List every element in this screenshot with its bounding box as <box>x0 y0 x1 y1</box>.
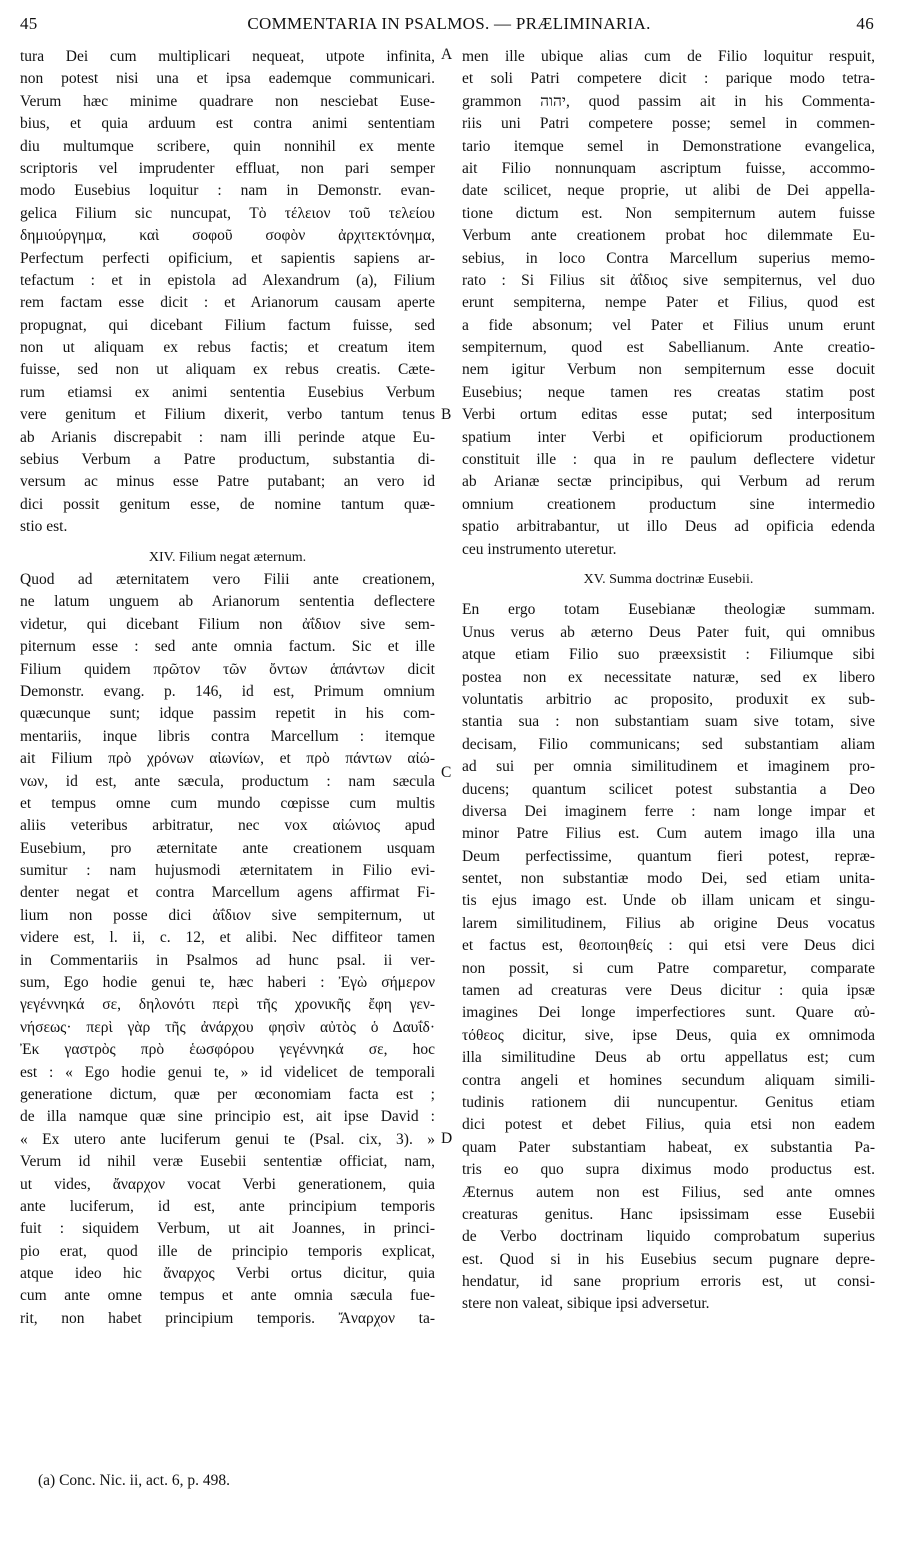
text-line: postea non ex necessitate naturæ, sed ex libero <box>462 668 875 686</box>
paragraph-gap <box>462 561 875 569</box>
text-line: videre est, l. ii, c. 12, et alibi. Nec diffiteor tamen <box>20 929 435 947</box>
text-line: voluntatis arbitrio ac proposito, produxit ex sub- <box>462 690 875 708</box>
running-header <box>0 14 898 40</box>
text-line: Perfectum perfecti opificium, et sapientis sapiens ar- <box>20 249 435 267</box>
text-line: γεγέννηκά σε, δηλονότι περὶ τῆς χρονικῆς ἔφη γεν- <box>20 996 435 1014</box>
text-line: et soli Patri competere dicit : parique modo tetra- <box>462 70 875 88</box>
text-line: sumitur : nam hujusmodi æternitatem in Filio evi- <box>20 862 435 880</box>
text-line: tione dictum est. Non sempiternum autem fuisse <box>462 204 875 222</box>
margin-marker-a: A <box>441 46 453 63</box>
paragraph-gap <box>20 539 435 547</box>
text-line: non possit, si cum Patre comparetur, comparate <box>462 959 875 977</box>
text-line: riis uni Patri competere posse; semel in commen- <box>462 115 875 133</box>
text-line: scriptoris vel imprudenter effluat, non pari semper <box>20 159 435 177</box>
text-line: Deum perfectissime, quantum fieri potest, repræ- <box>462 847 875 865</box>
text-line: ante luciferum, id est, ante principium temporis <box>20 1197 435 1215</box>
text-line: Eusebium, pro æternitate ante creationem usquam <box>20 839 435 857</box>
text-line: minor Patre Filius est. Cum autem imago illa una <box>462 825 875 843</box>
text-line: dici potest et debet Filius, quia etsi non eadem <box>462 1116 875 1134</box>
text-line: dici possit genitum esse, de nomine tantum quæ- <box>20 495 435 513</box>
text-line: sum, Ego hodie genui te, hæc haberi : Ἐγὼ σήμερον <box>20 974 435 992</box>
text-line: creaturas genitus. Hanc ipsissimam esse Eusebii <box>462 1205 875 1223</box>
text-line: mentariis, inque libris contra Marcellum : itemque <box>20 727 435 745</box>
text-line: tario itemque semel in Demonstratione evangelica, <box>462 137 875 155</box>
text-line: ut vides, ἄναρχον vocat Verbi generationem, quia <box>20 1175 435 1193</box>
text-line: rit, non habet principium temporis. Ἄναρχον ta- <box>20 1309 435 1327</box>
text-line: constituit ille : qua in re paulum deflectere videtur <box>462 451 875 469</box>
text-line: Filium quidem πρῶτον τῶν ὄντων ἁπάντων dicit <box>20 660 435 678</box>
text-line: fuit : siquidem Verbum, ut ait Joannes, in princi- <box>20 1220 435 1238</box>
text-line: tefactum : et in epistola ad Alexandrum (a), Filium <box>20 271 435 289</box>
text-line: tris eo quo supra diximus modo productus est. <box>462 1161 875 1179</box>
text-line: spatio arbitrabantur, ut illo Deus ad opificia edenda <box>462 518 875 536</box>
text-line: tis ejus imago est. Unde ob illam unicam et singu- <box>462 892 875 910</box>
text-line: rem factam esse dicit : et Arianorum causam aperte <box>20 294 435 312</box>
text-line: ceu instrumento uteretur. <box>462 540 617 558</box>
text-line: ab Arianæ sectæ principibus, qui Verbum ad rerum <box>462 473 875 491</box>
section-heading: XIV. Filium negat æternum. <box>148 549 307 565</box>
text-line: vere genitum et Filium dixerit, verbo tantum tenus <box>20 406 435 424</box>
paragraph-gap <box>462 591 875 599</box>
text-line: Ἐκ γαστρὸς πρὸ ἑωσφόρου γεγέννηκά σε, hoc <box>20 1041 435 1059</box>
text-line: quam Pater substantiam habeat, ex substantia Pa- <box>462 1138 875 1156</box>
footnote: (a) Conc. Nic. ii, act. 6, p. 498. <box>38 1472 230 1489</box>
text-line: τόθεος dicitur, sive, ipse Deus, quia ex omnimoda <box>462 1026 875 1044</box>
text-line: piternum esse : sed ante omnia factum. Sic et ille <box>20 638 435 656</box>
text-line: stere non valeat, sibique ipsi adversetur. <box>462 1295 710 1313</box>
text-line: bius, et quia arduum est contra animi sententiam <box>20 115 435 133</box>
margin-marker-b: B <box>441 406 452 423</box>
text-line: est : « Ego hodie genui te, » id videlicet de temporali <box>20 1063 435 1081</box>
text-line: sebius Verbum a Patre productum, substantia di- <box>20 451 435 469</box>
text-line: non ut aliquam ex rebus factis; et creatum item <box>20 339 435 357</box>
text-line: nem igitur Verbum non sempiternum esse docuit <box>462 361 875 379</box>
text-line: Demonstr. evang. p. 146, id est, Primum omnium <box>20 682 435 700</box>
text-line: denter negat et contra Marcellum agens affirmat Fi- <box>20 884 435 902</box>
text-line: spatium inter Verbi et opificiorum productionem <box>462 428 875 446</box>
text-line: tudinis rationem dii nuncupentur. Genitus etiam <box>462 1093 875 1111</box>
text-line: atque ideo hic ἄναρχος Verbi ortus dicitur, quia <box>20 1265 435 1283</box>
text-line: erunt sempiterna, nempe Pater et Filius, quod est <box>462 294 875 312</box>
text-line: tura Dei cum multiplicari nequeat, utpote infinita, <box>20 48 435 65</box>
text-line: a fide absonum; vel Pater et Filius unum erunt <box>462 316 875 334</box>
text-line: δημιούργημα, καὶ σοφοῦ σοφὸν ἀρχιτεκτόνημα, <box>20 227 435 245</box>
text-line: νων, id est, ante sæcula, productum : nam sæcula <box>20 772 435 790</box>
text-line: contra angeli et homines secundum aliquam simili- <box>462 1071 875 1089</box>
text-line: rum etiamsi ex animi sententia Eusebius Verbum <box>20 383 435 401</box>
text-line: Unus verus ab æterno Deus Pater fuit, qui omnibus <box>462 623 875 641</box>
text-line: Verum hæc minime quadrare non nesciebat Euse- <box>20 92 435 110</box>
text-line: Quod ad æternitatem vero Filii ante creationem, <box>20 570 435 588</box>
text-line: Verbum ante creationem probat hoc dilemmate Eu- <box>462 227 875 245</box>
text-line: Verbi ortum editas esse putat; sed interpositum <box>462 406 875 424</box>
text-line: decisam, Filio communicans; sed substantiam aliam <box>462 735 875 753</box>
text-line: de Verbo doctrinam liquido comprobatum superius <box>462 1228 875 1246</box>
text-line: Eusebius; neque tamen res creatas statim post <box>462 383 875 401</box>
text-line: aliis veteribus arbitratur, nec vox αἰώνιος apud <box>20 817 435 835</box>
text-line: En ergo totam Eusebianæ theologiæ summam. <box>462 601 875 619</box>
text-line: tamen ad creaturas vere Deus dicitur : quia ipsæ <box>462 982 875 1000</box>
text-line: hendatur, id sane proprium erroris est, ut consi- <box>462 1273 875 1291</box>
text-line: atque etiam Filio suo præexsistit : Filiumque sibi <box>462 646 875 664</box>
text-line: men ille ubique alias cum de Filio loquitur respuit, <box>462 48 875 65</box>
text-line: modo Eusebius loquitur : nam in Demonstr. evan- <box>20 182 435 200</box>
text-line: pio erat, quod ille de principio temporis explicat, <box>20 1242 435 1260</box>
text-line: fuisse, sed non ut aliquam ex rebus creatis. Cæte- <box>20 361 435 379</box>
text-line: sentet, non substantiæ modo Dei, sed etiam unita- <box>462 870 875 888</box>
text-line: imagines Dei longe imperfectiores sunt. Quare αὐ- <box>462 1004 875 1022</box>
text-line: rato : Si Filius sit ἀΐδιος sive sempiternus, vel duo <box>462 271 875 289</box>
text-line: de illa namque quæ sine principio est, ait ipse David : <box>20 1108 435 1126</box>
text-line: omnium creationem productum sine intermedio <box>462 495 875 513</box>
text-line: propugnat, qui dicebant Filium factum fuisse, sed <box>20 316 435 334</box>
text-line: cum ante omne tempus et ante omnia sæcula fue- <box>20 1287 435 1305</box>
text-line: sebius, in loco Contra Marcellum superius memo- <box>462 249 875 267</box>
text-line: date scilicet, neque proprie, ut alibi de Dei appella- <box>462 182 875 200</box>
text-line: diversa Dei imaginem ferre : nam longe impar et <box>462 802 875 820</box>
text-line: et factus est, θεοποιηθείς : qui etsi vere Deus dici <box>462 937 875 955</box>
text-line: gelica Filium sic nuncupat, Τὸ τέλειον τοῦ τελείου <box>20 204 435 222</box>
section-heading: XV. Summa doctrinæ Eusebii. <box>583 571 754 587</box>
text-line: stantia sua : non substantiam suam sive totam, sive <box>462 713 875 731</box>
page-number-left: 45 <box>20 14 38 33</box>
text-line: est. Quod si in his Eusebius secum pugnare depre- <box>462 1250 875 1268</box>
text-line: ducens; quantum scilicet potest substantia a Deo <box>462 780 875 798</box>
margin-marker-c: C <box>441 764 452 781</box>
text-line: illa similitudine Deus ab ortu appellatus est; cum <box>462 1049 875 1067</box>
text-line: videtur, qui dicebant Filium non ἀΐδιον sive sem- <box>20 615 435 633</box>
text-line: stio est. <box>20 518 68 536</box>
text-line: sempiternum, quod est Sabellianum. Ante creatio- <box>462 339 875 357</box>
text-line: lium non posse dici ἀΐδιον sive sempiternum, ut <box>20 906 435 924</box>
text-line: et tempus omne cum mundo cœpisse cum multis <box>20 794 435 812</box>
text-line: Æternus autem non est Filius, sed ante omnes <box>462 1183 875 1201</box>
text-line: in Commentariis in Psalmos ad hunc psal. ii ver- <box>20 951 435 969</box>
left-column <box>20 46 435 1330</box>
text-line: Verum id nihil veræ Eusebii sententiæ officiat, nam, <box>20 1153 435 1171</box>
text-line: non potest nisi una et ipsa eademque communicari. <box>20 70 435 88</box>
text-line: versum ac minus esse Patre putabant; an vero id <box>20 473 435 491</box>
text-line: ait Filio nonnunquam ascriptum fuisse, accommo- <box>462 159 875 177</box>
text-line: larem similitudinem, Filius ab origine Deus vocatus <box>462 914 875 932</box>
right-column <box>462 46 875 1316</box>
page-number-right: 46 <box>856 14 874 33</box>
text-line: generatione dictum, quæ per œconomiam facta est ; <box>20 1085 435 1103</box>
text-line: grammon יהוה, quod passim ait in his Commenta- <box>462 92 875 110</box>
text-line: ab Arianis discrepabit : nam illi perinde atque Eu- <box>20 428 435 446</box>
text-line: « Ex utero ante luciferum genui te (Psal. cix, 3). » <box>20 1130 435 1148</box>
text-line: ait Filium πρὸ χρόνων αἰωνίων, et πρὸ πάντων αἰώ- <box>20 750 435 768</box>
running-title: COMMENTARIA IN PSALMOS. — PRÆLIMINARIA. <box>247 14 651 33</box>
text-line: quæcunque sunt; idque passim repetit in his com- <box>20 705 435 723</box>
text-line: νήσεως· περὶ γὰρ τῆς ἀνάρχου φησὶν αὐτὸς ὁ Δαυΐδ· <box>20 1018 435 1036</box>
margin-marker-d: D <box>441 1130 453 1147</box>
text-line: diu multumque scribere, quin nonnihil ex mente <box>20 137 435 155</box>
text-line: ad sui per omnia similitudinem et imaginem pro- <box>462 758 875 776</box>
text-line: ne latum unguem ab Arianorum sententia deflectere <box>20 593 435 611</box>
